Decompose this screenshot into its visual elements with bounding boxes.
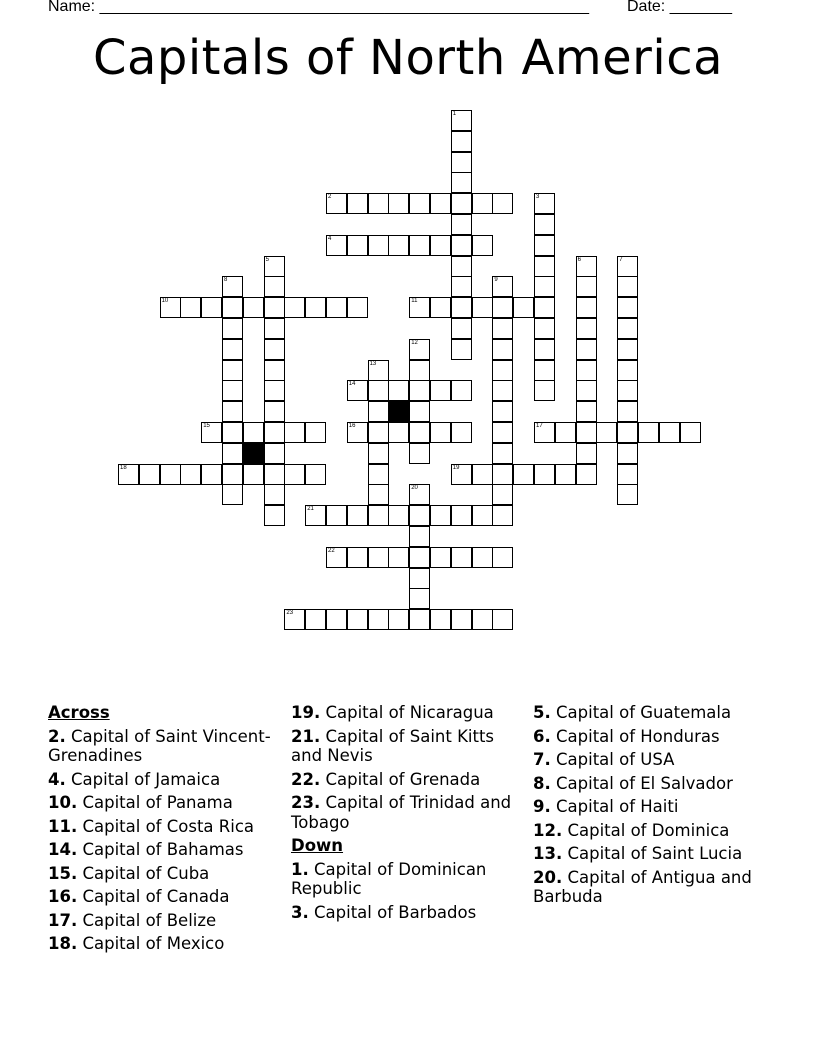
clue-column-3 — [533, 703, 768, 911]
grid-cell[interactable] — [305, 505, 326, 526]
grid-cell[interactable] — [576, 339, 597, 360]
grid-cell[interactable] — [388, 505, 409, 526]
grid-cell[interactable] — [326, 235, 347, 256]
grid-shaded-cell — [388, 401, 409, 422]
grid-cell[interactable] — [451, 505, 472, 526]
grid-cell[interactable] — [492, 443, 513, 464]
grid-cell[interactable] — [409, 526, 430, 547]
grid-cell[interactable] — [451, 235, 472, 256]
grid-cell[interactable] — [492, 464, 513, 485]
grid-cell[interactable] — [617, 464, 638, 485]
grid-cell[interactable] — [492, 297, 513, 318]
grid-cell[interactable] — [409, 443, 430, 464]
grid-cell[interactable] — [409, 401, 430, 422]
cell-number: 21 — [307, 506, 314, 513]
clue-text: Capital of Guatemala — [556, 703, 732, 722]
cell-number: 22 — [328, 547, 335, 554]
grid-cell[interactable] — [201, 297, 222, 318]
grid-cell[interactable] — [368, 484, 389, 505]
grid-cell[interactable] — [617, 256, 638, 277]
grid-cell[interactable] — [409, 422, 430, 443]
grid-cell[interactable] — [430, 297, 451, 318]
grid-cell[interactable] — [388, 193, 409, 214]
grid-cell[interactable] — [264, 443, 285, 464]
grid-cell[interactable] — [534, 214, 555, 235]
grid-cell[interactable] — [264, 339, 285, 360]
grid-cell[interactable] — [222, 484, 243, 505]
grid-cell[interactable] — [617, 339, 638, 360]
clue-number: 18. — [48, 934, 78, 953]
grid-cell[interactable] — [409, 484, 430, 505]
clue-item — [48, 727, 283, 766]
grid-cell[interactable] — [326, 547, 347, 568]
grid-cell[interactable] — [617, 484, 638, 505]
clue-item — [48, 770, 283, 790]
clue-number: 17. — [48, 910, 78, 930]
grid-cell[interactable] — [638, 422, 659, 443]
clue-text: Capital of Jamaica — [71, 769, 221, 789]
clue-number: 11. — [48, 816, 78, 836]
grid-cell[interactable] — [617, 443, 638, 464]
cell-number: 4 — [328, 235, 332, 242]
grid-cell[interactable] — [264, 401, 285, 422]
cell-number: 20 — [411, 485, 418, 492]
clue-item — [48, 864, 283, 884]
grid-cell[interactable] — [534, 339, 555, 360]
grid-cell[interactable] — [305, 422, 326, 443]
grid-cell[interactable] — [347, 422, 368, 443]
grid-cell[interactable] — [201, 422, 222, 443]
cell-number: 6 — [577, 256, 581, 263]
grid-cell[interactable] — [264, 276, 285, 297]
grid-cell[interactable] — [576, 464, 597, 485]
clue-text: Capital of Bahamas — [82, 840, 244, 859]
grid-cell[interactable] — [430, 505, 451, 526]
clue-item — [533, 868, 768, 907]
grid-cell[interactable] — [305, 464, 326, 485]
grid-cell[interactable] — [430, 422, 451, 443]
clue-text: Capital of Dominica — [567, 820, 730, 840]
grid-cell[interactable] — [534, 276, 555, 297]
grid-cell[interactable] — [388, 380, 409, 401]
grid-cell[interactable] — [139, 464, 160, 485]
clue-item — [48, 911, 283, 931]
grid-cell[interactable] — [472, 505, 493, 526]
clue-item — [291, 793, 526, 832]
clue-text: Capital of Barbados — [314, 902, 477, 922]
grid-cell[interactable] — [284, 609, 305, 630]
grid-cell[interactable] — [451, 276, 472, 297]
grid-cell[interactable] — [451, 464, 472, 485]
grid-cell[interactable] — [222, 276, 243, 297]
cell-number: 8 — [224, 277, 228, 284]
grid-cell[interactable] — [576, 401, 597, 422]
grid-cell[interactable] — [284, 464, 305, 485]
grid-cell[interactable] — [430, 547, 451, 568]
cell-number: 19 — [452, 464, 460, 471]
cell-number: 7 — [619, 256, 623, 263]
grid-cell[interactable] — [534, 235, 555, 256]
grid-cell[interactable] — [264, 464, 285, 485]
grid-cell[interactable] — [472, 609, 493, 630]
clue-number: 2. — [48, 726, 66, 746]
cell-number: 12 — [411, 339, 418, 346]
clue-item — [48, 887, 283, 907]
clue-text: Capital of El Salvador — [556, 773, 733, 793]
grid-cell[interactable] — [284, 297, 305, 318]
grid-cell[interactable] — [409, 547, 430, 568]
clue-number: 16. — [48, 887, 78, 906]
grid-cell[interactable] — [451, 318, 472, 339]
grid-cell[interactable] — [596, 422, 617, 443]
clue-text: Capital of Dominican Republic — [291, 859, 487, 898]
grid-cell[interactable] — [555, 464, 576, 485]
grid-cell[interactable] — [492, 318, 513, 339]
grid-cell[interactable] — [680, 422, 701, 443]
clue-heading-down: Down — [291, 836, 344, 855]
grid-cell[interactable] — [284, 422, 305, 443]
clue-text: Capital of Honduras — [556, 726, 720, 746]
clue-item — [533, 750, 768, 770]
cell-number: 5 — [265, 256, 269, 263]
grid-cell[interactable] — [492, 422, 513, 443]
grid-cell[interactable] — [409, 380, 430, 401]
grid-cell[interactable] — [222, 360, 243, 381]
grid-cell[interactable] — [264, 505, 285, 526]
clue-item — [533, 703, 768, 723]
grid-cell[interactable] — [409, 339, 430, 360]
clue-number: 3. — [291, 902, 309, 922]
grid-cell[interactable] — [534, 360, 555, 381]
grid-cell[interactable] — [222, 339, 243, 360]
grid-cell[interactable] — [617, 297, 638, 318]
cell-number: 9 — [494, 277, 498, 284]
cell-number: 2 — [328, 194, 332, 201]
grid-cell[interactable] — [368, 401, 389, 422]
clue-text: Capital of Saint Lucia — [567, 844, 743, 863]
grid-cell[interactable] — [576, 318, 597, 339]
clue-item — [533, 727, 768, 747]
page-title: Capitals of North America — [92, 30, 724, 86]
clue-text: Capital of Saint Kitts and Nevis — [291, 726, 495, 765]
clue-column-1 — [48, 703, 283, 958]
grid-cell[interactable] — [576, 297, 597, 318]
grid-cell[interactable] — [326, 505, 347, 526]
clue-number: 9. — [533, 797, 551, 816]
cell-number: 14 — [348, 381, 356, 388]
clue-item — [533, 774, 768, 794]
grid-cell[interactable] — [243, 464, 264, 485]
grid-cell[interactable] — [160, 464, 181, 485]
grid-cell[interactable] — [264, 422, 285, 443]
clue-text: Capital of Haiti — [556, 797, 679, 816]
grid-cell[interactable] — [243, 422, 264, 443]
grid-cell[interactable] — [576, 360, 597, 381]
cell-number: 11 — [411, 298, 418, 305]
clue-item — [48, 934, 283, 954]
grid-cell[interactable] — [576, 380, 597, 401]
clue-text: Capital of USA — [556, 750, 675, 769]
grid-cell[interactable] — [617, 318, 638, 339]
clue-item — [291, 770, 526, 790]
grid-cell[interactable] — [305, 609, 326, 630]
grid-cell[interactable] — [409, 588, 430, 609]
grid-cell[interactable] — [513, 297, 534, 318]
grid-cell[interactable] — [451, 214, 472, 235]
clue-text: Capital of Saint Vincent-Grenadines — [48, 726, 271, 765]
grid-cell[interactable] — [617, 422, 638, 443]
grid-cell[interactable] — [409, 235, 430, 256]
grid-cell[interactable] — [305, 297, 326, 318]
grid-cell[interactable] — [534, 464, 555, 485]
clue-number: 23. — [291, 793, 321, 812]
grid-cell[interactable] — [326, 609, 347, 630]
clue-text: Capital of Antigua and Barbuda — [533, 867, 752, 906]
grid-cell[interactable] — [388, 609, 409, 630]
grid-cell[interactable] — [326, 297, 347, 318]
grid-cell[interactable] — [492, 276, 513, 297]
grid-cell[interactable] — [534, 380, 555, 401]
grid-cell[interactable] — [492, 339, 513, 360]
grid-cell[interactable] — [347, 609, 368, 630]
clue-item — [533, 797, 768, 817]
grid-cell[interactable] — [430, 609, 451, 630]
cell-number: 17 — [536, 423, 543, 429]
grid-cell[interactable] — [409, 568, 430, 589]
grid-cell[interactable] — [534, 297, 555, 318]
clue-number: 7. — [533, 750, 551, 769]
clue-text: Capital of Belize — [82, 910, 217, 930]
grid-cell[interactable] — [160, 297, 181, 318]
grid-cell[interactable] — [430, 193, 451, 214]
grid-cell[interactable] — [430, 235, 451, 256]
grid-cell[interactable] — [576, 422, 597, 443]
clue-heading-across: Across — [48, 703, 110, 722]
clue-number: 4. — [48, 769, 66, 789]
cell-number: 13 — [369, 360, 377, 367]
grid-cell[interactable] — [451, 110, 472, 131]
grid-cell[interactable] — [347, 505, 368, 526]
grid-cell[interactable] — [472, 193, 493, 214]
grid-cell[interactable] — [368, 609, 389, 630]
grid-cell[interactable] — [492, 505, 513, 526]
clue-item — [48, 840, 283, 860]
cell-number: 1 — [452, 111, 457, 117]
grid-cell[interactable] — [409, 360, 430, 381]
clue-item — [291, 860, 526, 899]
grid-cell[interactable] — [451, 193, 472, 214]
grid-cell[interactable] — [472, 464, 493, 485]
grid-cell[interactable] — [347, 235, 368, 256]
grid-cell[interactable] — [347, 297, 368, 318]
grid-cell[interactable] — [222, 422, 243, 443]
grid-cell[interactable] — [492, 193, 513, 214]
grid-cell[interactable] — [451, 152, 472, 173]
clue-text: Capital of Canada — [82, 887, 230, 906]
date-field-line: Date: _______ — [627, 0, 732, 15]
grid-cell[interactable] — [368, 360, 389, 381]
cell-number: 18 — [120, 464, 127, 471]
grid-cell[interactable] — [617, 360, 638, 381]
grid-cell[interactable] — [180, 464, 201, 485]
grid-cell[interactable] — [451, 297, 472, 318]
grid-cell[interactable] — [368, 547, 389, 568]
grid-cell[interactable] — [264, 380, 285, 401]
clue-number: 15. — [48, 863, 78, 883]
grid-cell[interactable] — [451, 131, 472, 152]
grid-cell[interactable] — [409, 505, 430, 526]
grid-cell[interactable] — [347, 193, 368, 214]
clue-text: Capital of Costa Rica — [82, 816, 255, 836]
clue-number: 20. — [533, 867, 563, 887]
grid-cell[interactable] — [513, 464, 534, 485]
grid-cell[interactable] — [451, 547, 472, 568]
grid-cell[interactable] — [347, 547, 368, 568]
grid-cell[interactable] — [492, 360, 513, 381]
grid-cell[interactable] — [451, 339, 472, 360]
grid-cell[interactable] — [534, 318, 555, 339]
grid-cell[interactable] — [492, 401, 513, 422]
grid-cell[interactable] — [368, 505, 389, 526]
grid-cell[interactable] — [368, 380, 389, 401]
clue-text: Capital of Trinidad and Tobago — [291, 793, 512, 832]
clue-text: Capital of Grenada — [325, 769, 481, 789]
clue-item — [48, 817, 283, 837]
grid-cell[interactable] — [451, 256, 472, 277]
grid-cell[interactable] — [222, 318, 243, 339]
clue-number: 10. — [48, 793, 78, 812]
grid-cell[interactable] — [222, 401, 243, 422]
grid-cell[interactable] — [472, 547, 493, 568]
grid-cell[interactable] — [368, 193, 389, 214]
grid-cell[interactable] — [388, 422, 409, 443]
grid-shaded-cell — [243, 443, 264, 464]
clue-number: 6. — [533, 726, 551, 746]
grid-cell[interactable] — [409, 193, 430, 214]
grid-cell[interactable] — [659, 422, 680, 443]
grid-cell[interactable] — [451, 172, 472, 193]
grid-cell[interactable] — [264, 484, 285, 505]
grid-cell[interactable] — [617, 401, 638, 422]
clue-number: 5. — [533, 703, 551, 722]
clue-item — [48, 793, 283, 813]
grid-cell[interactable] — [368, 443, 389, 464]
grid-cell[interactable] — [492, 380, 513, 401]
clue-text: Capital of Cuba — [82, 863, 210, 883]
cell-number: 16 — [348, 423, 356, 429]
grid-cell[interactable] — [388, 235, 409, 256]
grid-cell[interactable] — [347, 380, 368, 401]
clue-text: Capital of Nicaragua — [325, 703, 494, 722]
grid-cell[interactable] — [180, 297, 201, 318]
grid-cell[interactable] — [617, 276, 638, 297]
grid-cell[interactable] — [492, 547, 513, 568]
clue-text: Capital of Mexico — [82, 934, 225, 953]
clue-item — [291, 903, 526, 923]
grid-cell[interactable] — [388, 547, 409, 568]
clue-number: 1. — [291, 859, 309, 879]
clue-column-2 — [291, 703, 526, 926]
grid-cell[interactable] — [430, 380, 451, 401]
clue-number: 13. — [533, 844, 563, 863]
cell-number: 23 — [286, 610, 294, 617]
grid-cell[interactable] — [409, 609, 430, 630]
clue-number: 14. — [48, 840, 78, 859]
grid-cell[interactable] — [472, 297, 493, 318]
grid-cell[interactable] — [617, 380, 638, 401]
grid-cell[interactable] — [264, 360, 285, 381]
clue-number: 12. — [533, 820, 563, 840]
grid-cell[interactable] — [492, 609, 513, 630]
clue-item — [291, 727, 526, 766]
grid-cell[interactable] — [201, 464, 222, 485]
grid-cell[interactable] — [222, 380, 243, 401]
grid-cell[interactable] — [222, 297, 243, 318]
grid-cell[interactable] — [534, 256, 555, 277]
grid-cell[interactable] — [534, 422, 555, 443]
grid-cell[interactable] — [264, 297, 285, 318]
grid-cell[interactable] — [264, 256, 285, 277]
grid-cell[interactable] — [222, 464, 243, 485]
grid-cell[interactable] — [264, 318, 285, 339]
grid-cell[interactable] — [472, 235, 493, 256]
clue-number: 21. — [291, 726, 321, 746]
cell-number: 3 — [536, 194, 540, 201]
grid-cell[interactable] — [555, 422, 576, 443]
grid-cell[interactable] — [451, 380, 472, 401]
grid-cell[interactable] — [492, 484, 513, 505]
name-field-line: Name: _______________________________________________________ — [48, 0, 589, 15]
clue-number: 19. — [291, 703, 321, 722]
clue-item — [533, 844, 768, 864]
grid-cell[interactable] — [576, 443, 597, 464]
grid-cell[interactable] — [222, 443, 243, 464]
grid-cell[interactable] — [243, 297, 264, 318]
grid-cell[interactable] — [368, 235, 389, 256]
grid-cell[interactable] — [451, 609, 472, 630]
grid-cell[interactable] — [576, 256, 597, 277]
grid-cell[interactable] — [451, 422, 472, 443]
grid-cell[interactable] — [576, 276, 597, 297]
grid-cell[interactable] — [118, 464, 139, 485]
grid-cell[interactable] — [326, 193, 347, 214]
clue-item — [533, 821, 768, 841]
clue-number: 22. — [291, 769, 321, 789]
grid-cell[interactable] — [409, 297, 430, 318]
grid-cell[interactable] — [534, 193, 555, 214]
grid-cell[interactable] — [368, 422, 389, 443]
clue-item — [291, 703, 526, 723]
cell-number: 10 — [161, 298, 169, 305]
clue-text: Capital of Panama — [82, 793, 233, 812]
clue-number: 8. — [533, 773, 551, 793]
cell-number: 15 — [203, 423, 210, 429]
grid-cell[interactable] — [368, 464, 389, 485]
